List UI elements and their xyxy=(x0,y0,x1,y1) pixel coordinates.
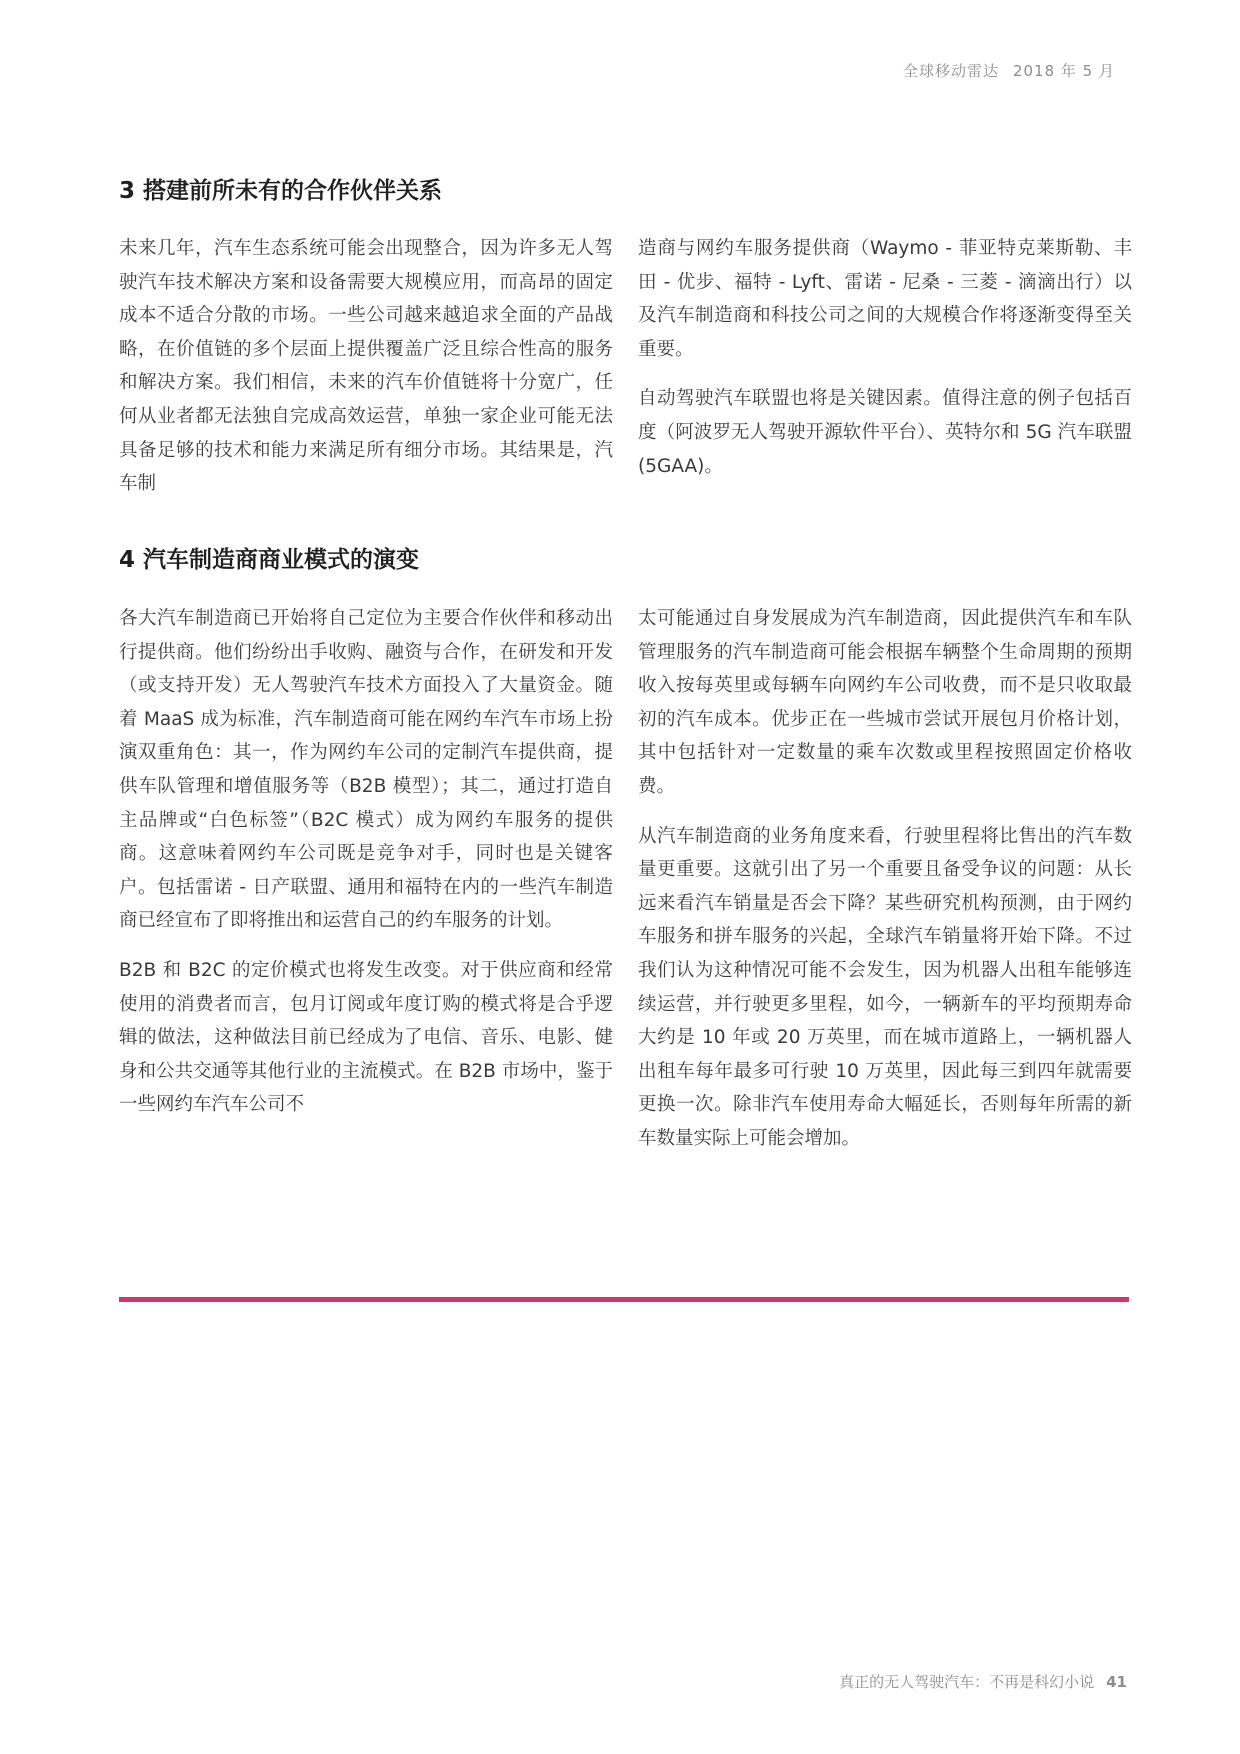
section-3-heading xyxy=(119,172,442,205)
section-4-number: 4 xyxy=(119,547,136,573)
section-4-right-column xyxy=(638,602,1132,1172)
paragraph: 造商与网约车服务提供商（Waymo - 菲亚特克莱斯勒、丰田 - 优步、福特 - Lyft、雷诺 - 尼桑 - 三菱 - 滴滴出行）以及汽车制造商和科技公司之间的大规模合作将逐渐变得至关重要。 xyxy=(638,238,1132,360)
section-3-number: 3 xyxy=(119,178,136,204)
section-3-left-column xyxy=(119,232,613,517)
paragraph: 各大汽车制造商已开始将自己定位为主要合作伙伴和移动出行提供商。他们纷纷出手收购、融资与合作，在研发和开发（或支持开发）无人驾驶汽车技术方面投入了大量资金。随着 MaaS 成为标准，汽车制造商可能在网约车汽车市场上扮演双重角色：其一，作为网约车公司的定制汽车提供商，提供车队管理和增值服务等（B2B 模型）；其二，通过打造自主品牌或“白色标签”（B2C 模式）成为网约车服务的提供商。这意味着网约车公司既是竞争对手，同时也是关键客户。包括雷诺 - 日产联盟、通用和福特在内的一些汽车制造商已经宣布了即将推出和运营自己的约车服务的计划。 xyxy=(119,608,613,932)
section-3-title: 搭建前所未有的合作伙伴关系 xyxy=(143,178,443,204)
paragraph: B2B 和 B2C 的定价模式也将发生改变。对于供应商和经常使用的消费者而言，包月订阅或年度订购的模式将是合乎逻辑的做法，这种做法目前已经成为了电信、音乐、电影、健身和公共交通等其他行业的主流模式。在 B2B 市场中，鉴于一些网约车汽车公司不 xyxy=(119,959,613,1116)
section-3-right-column xyxy=(638,232,1132,499)
publication-date: 2018 年 5 月 xyxy=(1012,62,1115,80)
publication-name: 全球移动雷达 xyxy=(902,62,999,80)
section-4-left-column xyxy=(119,602,613,1138)
footer-title: 真正的无人驾驶汽车：不再是科幻小说 xyxy=(839,1673,1095,1691)
running-footer xyxy=(839,1671,1127,1692)
paragraph: 自动驾驶汽车联盟也将是关键因素。值得注意的例子包括百度（阿波罗无人驾驶开源软件平台）、英特尔和 5G 汽车联盟 (5GAA)。 xyxy=(638,388,1132,477)
page-number: 41 xyxy=(1106,1673,1127,1691)
paragraph: 太可能通过自身发展成为汽车制造商，因此提供汽车和车队管理服务的汽车制造商可能会根据车辆整个生命周期的预期收入按每英里或每辆车向网约车公司收费，而不是只收取最初的汽车成本。优步正在一些城市尝试开展包月价格计划，其中包括针对一定数量的乘车次数或里程按照固定价格收费。 xyxy=(638,608,1132,797)
paragraph: 从汽车制造商的业务角度来看，行驶里程将比售出的汽车数量更重要。这就引出了另一个重要且备受争议的问题：从长远来看汽车销量是否会下降？某些研究机构预测，由于网约车服务和拼车服务的兴起，全球汽车销量将开始下降。不过我们认为这种情况可能不会发生，因为机器人出租车能够连续运营，并行驶更多里程，如今，一辆新车的平均预期寿命大约是 10 年或 20 万英里，而在城市道路上，一辆机器人出租车每年最多可行驶 10 万英里，因此每三到四年就需要更换一次。除非汽车使用寿命大幅延长，否则每年所需的新车数量实际上可能会增加。 xyxy=(638,825,1132,1149)
section-4-heading xyxy=(119,541,419,574)
running-header xyxy=(903,60,1115,81)
section-divider xyxy=(119,1297,1129,1302)
section-4-title: 汽车制造商商业模式的演变 xyxy=(143,547,420,573)
paragraph: 未来几年，汽车生态系统可能会出现整合，因为许多无人驾驶汽车技术解决方案和设备需要大规模应用，而高昂的固定成本不适合分散的市场。一些公司越来越追求全面的产品战略，在价值链的多个层面上提供覆盖广泛且综合性高的服务和解决方案。我们相信，未来的汽车价值链将十分宽广，任何从业者都无法独自完成高效运营，单独一家企业可能无法具备足够的技术和能力来满足所有细分市场。其结果是，汽车制 xyxy=(119,238,613,495)
